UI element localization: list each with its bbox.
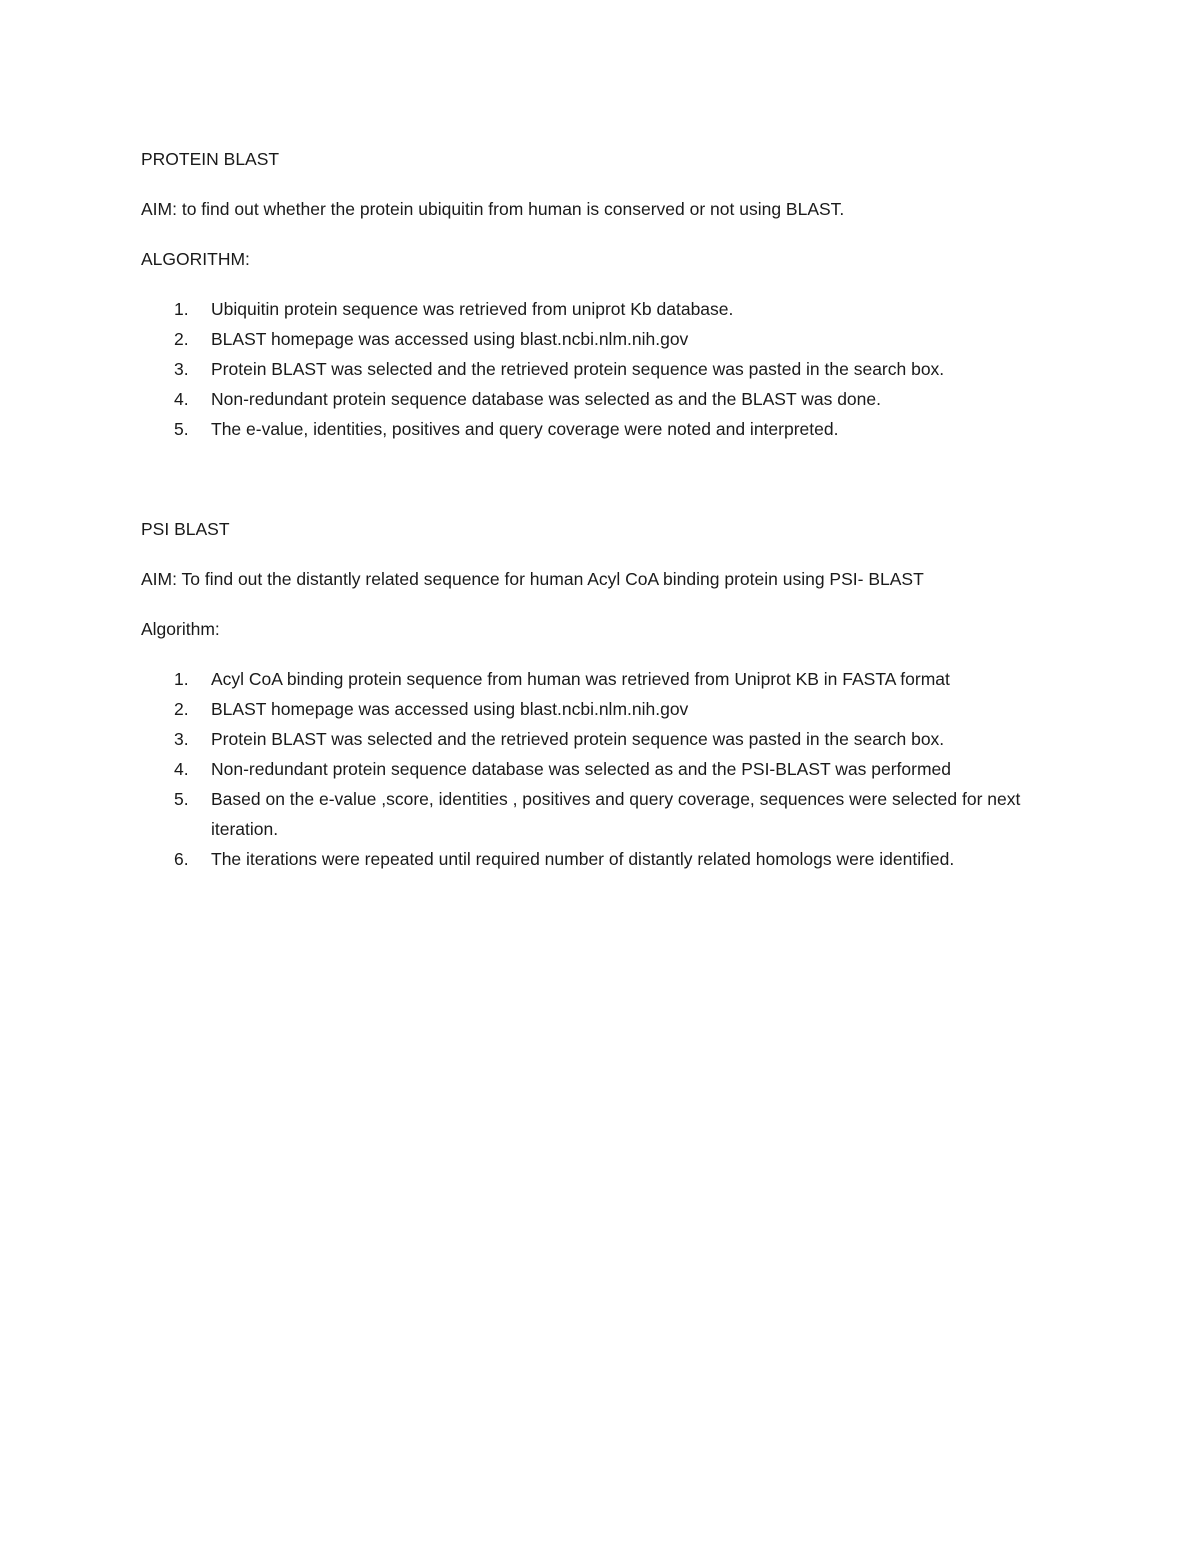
list-item <box>141 324 1061 354</box>
list-item <box>141 784 1061 844</box>
algorithm-label-psi-blast: Algorithm: <box>141 619 220 639</box>
list-item <box>141 354 1061 384</box>
step-number: 4. <box>174 759 189 779</box>
section-spacer <box>141 464 1061 514</box>
step-text: Protein BLAST was selected and the retrieved protein sequence was pasted in the search box. <box>211 359 945 379</box>
list-item <box>141 754 1061 784</box>
aim-protein-blast: AIM: to find out whether the protein ubiquitin from human is conserved or not using BLAST. <box>141 199 845 219</box>
step-text: Ubiquitin protein sequence was retrieved from uniprot Kb database. <box>211 299 734 319</box>
list-item <box>141 724 1061 754</box>
aim-psi-blast: AIM: To find out the distantly related sequence for human Acyl CoA binding protein using PSI- BLAST <box>141 569 924 589</box>
list-item <box>141 694 1061 724</box>
section-heading-psi-blast: PSI BLAST <box>141 519 230 539</box>
list-item <box>141 384 1061 414</box>
algorithm-steps-protein-blast <box>141 294 1061 444</box>
step-text: Protein BLAST was selected and the retrieved protein sequence was pasted in the search box. <box>211 729 945 749</box>
section-heading-protein-blast: PROTEIN BLAST <box>141 149 280 169</box>
step-text: The iterations were repeated until required number of distantly related homologs were identified. <box>211 849 955 869</box>
list-item <box>141 294 1061 324</box>
step-text: The e-value, identities, positives and query coverage were noted and interpreted. <box>211 419 839 439</box>
step-text: Non-redundant protein sequence database was selected as and the BLAST was done. <box>211 389 881 409</box>
step-text: Based on the e-value ,score, identities , positives and query coverage, sequences were selected for next iteration. <box>211 789 1021 839</box>
step-number: 2. <box>174 699 189 719</box>
step-number: 4. <box>174 389 189 409</box>
step-number: 5. <box>174 419 189 439</box>
step-number: 1. <box>174 299 189 319</box>
algorithm-label-protein-blast: ALGORITHM: <box>141 249 250 269</box>
step-text: Acyl CoA binding protein sequence from human was retrieved from Uniprot KB in FASTA format <box>211 669 950 689</box>
step-number: 6. <box>174 849 189 869</box>
step-text: BLAST homepage was accessed using blast.ncbi.nlm.nih.gov <box>211 699 689 719</box>
list-item <box>141 664 1061 694</box>
algorithm-steps-psi-blast <box>141 664 1061 874</box>
step-number: 5. <box>174 789 189 809</box>
step-text: BLAST homepage was accessed using blast.ncbi.nlm.nih.gov <box>211 329 689 349</box>
step-number: 3. <box>174 729 189 749</box>
step-number: 3. <box>174 359 189 379</box>
list-item <box>141 414 1061 444</box>
step-number: 2. <box>174 329 189 349</box>
document-body <box>141 144 1061 894</box>
list-item <box>141 844 1061 874</box>
step-text: Non-redundant protein sequence database was selected as and the PSI-BLAST was performed <box>211 759 951 779</box>
step-number: 1. <box>174 669 189 689</box>
